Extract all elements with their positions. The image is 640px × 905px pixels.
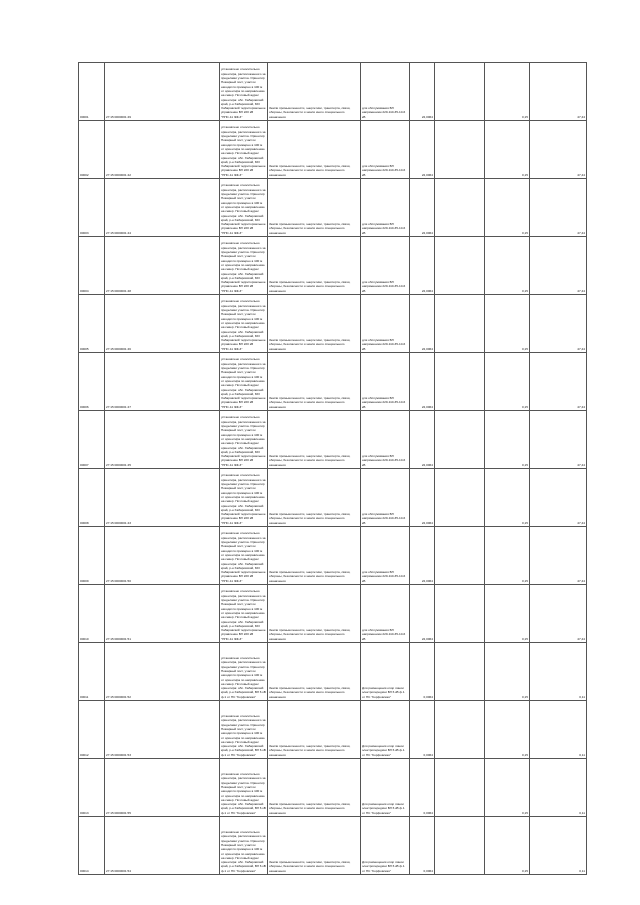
location-description-cell: установлено относительно ориентира, расположенного за пределами участка. Ориентир Пожарный пост, участок находится примерно в 100 м от ориентира по направлению на север. Почтовый адрес ориентира: обл. Хабаровский край, р-н Хабаровский, МО Хабаровский территориальное управление ВЛ 220 кВ "НПС-11 ЭФ-3" bbox=[220, 527, 268, 585]
area-cell: 22,0064 bbox=[410, 121, 435, 179]
cadastral-number-cell: 27:15:0000001:45 bbox=[105, 411, 220, 469]
tax-amount-cell: 47,44 bbox=[530, 179, 587, 237]
land-category-cell: Земли промышленности, энергетики, транспорта, связи, обороны, безопасности и земли иного специального назначения bbox=[268, 469, 361, 527]
cadastral-number-cell: 27:15:0000001:42 bbox=[105, 121, 220, 179]
cadastral-number-cell: 27:15:0000001:51 bbox=[105, 585, 220, 643]
location-description-cell: установлено относительно ориентира, расположенного за пределами участка. Ориентир Пожарный пост, участок находится примерно в 100 м от ориентира по направлению на север. Почтовый адрес ориентира: обл. Хабаровский край, р-н Хабаровский, МО Хабаровский территориальное управление ВЛ 220 кВ "НПС-11 ЭФ-3" bbox=[220, 121, 268, 179]
permitted-use-cell: для обслуживания ВЛ напряжением 220-110-35-10-6 кВ bbox=[361, 585, 410, 643]
permitted-use-cell: для обслуживания ВЛ напряжением 220-110-35-10-6 кВ bbox=[361, 63, 410, 121]
location-description-cell: установлено относительно ориентира, расположенного за пределами участка. Ориентир Пожарный пост, участок находится примерно в 100 м от ориентира по направлению на север. Почтовый адрес ориентира: обл. Хабаровский край, р-н Хабаровский, МО Хабаровский территориальное управление ВЛ 220 кВ "НПС-11 ЭФ-3" bbox=[220, 237, 268, 295]
empty-cell bbox=[435, 237, 485, 295]
area-cell: 0,0064 bbox=[410, 817, 435, 875]
tax-amount-cell: 47,44 bbox=[530, 411, 587, 469]
land-category-cell: Земли промышленности, энергетики, транспорта, связи, обороны, безопасности и земли иного специального назначения bbox=[268, 585, 361, 643]
area-cell: 0,0064 bbox=[410, 643, 435, 701]
land-category-cell: Земли промышленности, энергетики, транспорта, связи, обороны, безопасности и земли иного специального назначения bbox=[268, 295, 361, 353]
plot-id-cell: 00005 bbox=[79, 295, 105, 353]
location-description-cell: установлено относительно ориентира, расположенного за пределами участка. Ориентир Пожарный пост, участок находится примерно в 100 м от ориентира по направлению на север. Почтовый адрес ориентира: обл. Хабаровский край, р-н Хабаровский, ВЛ 6 кВ ф.1 от ПС "Корфовская" bbox=[220, 643, 268, 701]
land-category-cell: Земли промышленности, энергетики, транспорта, связи, обороны, безопасности и земли иного специального назначения bbox=[268, 121, 361, 179]
permitted-use-cell: Для размещения опор линии электропередачи ВЛ 6 кВ ф.1 от ПС "Корфовская" bbox=[361, 817, 410, 875]
plot-id-cell: 00011 bbox=[79, 643, 105, 701]
tax-rate-cell: 0,15 bbox=[485, 469, 530, 527]
table-row bbox=[79, 585, 587, 643]
location-description-cell: установлено относительно ориентира, расположенного за пределами участка. Ориентир Пожарный пост, участок находится примерно в 100 м от ориентира по направлению на север. Почтовый адрес ориентира: обл. Хабаровский край, р-н Хабаровский, МО Хабаровский территориальное управление ВЛ 220 кВ "НПС-11 ЭФ-3" bbox=[220, 353, 268, 411]
land-category-cell: Земли промышленности, энергетики, транспорта, связи, обороны, безопасности и земли иного специального назначения bbox=[268, 353, 361, 411]
plot-id-cell: 00008 bbox=[79, 469, 105, 527]
permitted-use-cell: для обслуживания ВЛ напряжением 220-110-35-10-6 кВ bbox=[361, 527, 410, 585]
land-category-cell: Земли промышленности, энергетики, транспорта, связи, обороны, безопасности и земли иного специального назначения bbox=[268, 237, 361, 295]
area-cell: 22,0064 bbox=[410, 527, 435, 585]
area-cell: 22,0064 bbox=[410, 295, 435, 353]
table-row bbox=[79, 63, 587, 121]
permitted-use-cell: для обслуживания ВЛ напряжением 220-110-35-10-6 кВ bbox=[361, 179, 410, 237]
table-row bbox=[79, 643, 587, 701]
empty-cell bbox=[435, 817, 485, 875]
cadastral-number-cell: 27:15:0000001:47 bbox=[105, 353, 220, 411]
permitted-use-cell: Для размещения опор линии электропередачи ВЛ 6 кВ ф.1 от ПС "Корфовская" bbox=[361, 701, 410, 759]
area-cell: 22,0064 bbox=[410, 63, 435, 121]
area-cell: 0,0064 bbox=[410, 701, 435, 759]
tax-amount-cell: 47,44 bbox=[530, 527, 587, 585]
location-description-cell: установлено относительно ориентира, расположенного за пределами участка. Ориентир Пожарный пост, участок находится примерно в 100 м от ориентира по направлению на север. Почтовый адрес ориентира: обл. Хабаровский край, р-н Хабаровский, МО Хабаровский территориальное управление ВЛ 220 кВ "НПС-11 ЭФ-3" bbox=[220, 585, 268, 643]
land-plots-table bbox=[78, 62, 587, 875]
land-category-cell: Земли промышленности, энергетики, транспорта, связи, обороны, безопасности и земли иного специального назначения bbox=[268, 179, 361, 237]
tax-amount-cell: 47,44 bbox=[530, 353, 587, 411]
area-cell: 22,0064 bbox=[410, 411, 435, 469]
table-row bbox=[79, 411, 587, 469]
tax-amount-cell: 0,11 bbox=[530, 759, 587, 817]
tax-amount-cell: 47,44 bbox=[530, 295, 587, 353]
location-description-cell: установлено относительно ориентира, расположенного за пределами участка. Ориентир Пожарный пост, участок находится примерно в 100 м от ориентира по направлению на север. Почтовый адрес ориентира: обл. Хабаровский край, р-н Хабаровский, МО Хабаровский территориальное управление ВЛ 220 кВ "НПС-11 ЭФ-3" bbox=[220, 469, 268, 527]
permitted-use-cell: Для размещения опор линии электропередачи ВЛ 6 кВ ф.1 от ПС "Корфовская" bbox=[361, 643, 410, 701]
cadastral-number-cell: 27:15:0000001:52 bbox=[105, 643, 220, 701]
tax-rate-cell: 0,15 bbox=[485, 237, 530, 295]
land-category-cell: Земли промышленности, энергетики, транспорта, связи, обороны, безопасности и земли иного специального назначения bbox=[268, 759, 361, 817]
location-description-cell: установлено относительно ориентира, расположенного за пределами участка. Ориентир Пожарный пост, участок находится примерно в 100 м от ориентира по направлению на север. Почтовый адрес ориентира: обл. Хабаровский край, р-н Хабаровский, МО Хабаровский территориальное управление ВЛ 220 кВ "НПС-11 ЭФ-3" bbox=[220, 411, 268, 469]
land-category-cell: Земли промышленности, энергетики, транспорта, связи, обороны, безопасности и земли иного специального назначения bbox=[268, 701, 361, 759]
tax-rate-cell: 0,15 bbox=[485, 411, 530, 469]
empty-cell bbox=[435, 411, 485, 469]
location-description-cell: установлено относительно ориентира, расположенного за пределами участка. Ориентир Пожарный пост, участок находится примерно в 100 м от ориентира по направлению на север. Почтовый адрес ориентира: обл. Хабаровский край, р-н Хабаровский, ВЛ 6 кВ ф.1 от ПС "Корфовская" bbox=[220, 759, 268, 817]
location-description-cell: установлено относительно ориентира, расположенного за пределами участка. Ориентир Пожарный пост, участок находится примерно в 100 м от ориентира по направлению на север. Почтовый адрес ориентира: обл. Хабаровский край, р-н Хабаровский, МО Хабаровский территориальное управление ВЛ 220 кВ "НПС-11 ЭФ-3" bbox=[220, 295, 268, 353]
tax-amount-cell: 0,11 bbox=[530, 701, 587, 759]
permitted-use-cell: для обслуживания ВЛ напряжением 220-110-35-10-6 кВ bbox=[361, 411, 410, 469]
empty-cell bbox=[435, 63, 485, 121]
plot-id-cell: 00003 bbox=[79, 179, 105, 237]
table-row bbox=[79, 759, 587, 817]
tax-rate-cell: 0,15 bbox=[485, 295, 530, 353]
tax-amount-cell: 47,44 bbox=[530, 585, 587, 643]
empty-cell bbox=[435, 759, 485, 817]
tax-rate-cell: 0,15 bbox=[485, 63, 530, 121]
table-row bbox=[79, 701, 587, 759]
location-description-cell: установлено относительно ориентира, расположенного за пределами участка. Ориентир Пожарный пост, участок находится примерно в 100 м от ориентира по направлению на север. Почтовый адрес ориентира: обл. Хабаровский край, р-н Хабаровский, ВЛ 6 кВ ф.1 от ПС "Корфовская" bbox=[220, 817, 268, 875]
tax-rate-cell: 0,15 bbox=[485, 701, 530, 759]
tax-rate-cell: 0,15 bbox=[485, 179, 530, 237]
area-cell: 0,0064 bbox=[410, 759, 435, 817]
tax-amount-cell: 0,11 bbox=[530, 817, 587, 875]
land-category-cell: Земли промышленности, энергетики, транспорта, связи, обороны, безопасности и земли иного специального назначения bbox=[268, 527, 361, 585]
area-cell: 22,0064 bbox=[410, 585, 435, 643]
permitted-use-cell: для обслуживания ВЛ напряжением 220-110-35-10-6 кВ bbox=[361, 295, 410, 353]
table-row bbox=[79, 527, 587, 585]
tax-rate-cell: 0,15 bbox=[485, 643, 530, 701]
empty-cell bbox=[435, 469, 485, 527]
empty-cell bbox=[435, 585, 485, 643]
plot-id-cell: 00002 bbox=[79, 121, 105, 179]
cadastral-number-cell: 27:15:0000001:53 bbox=[105, 701, 220, 759]
tax-rate-cell: 0,15 bbox=[485, 585, 530, 643]
table-row bbox=[79, 179, 587, 237]
cadastral-number-cell: 27:15:0000001:43 bbox=[105, 469, 220, 527]
tax-amount-cell: 47,44 bbox=[530, 469, 587, 527]
cadastral-number-cell: 27:15:0000001:46 bbox=[105, 295, 220, 353]
tax-rate-cell: 0,15 bbox=[485, 121, 530, 179]
land-category-cell: Земли промышленности, энергетики, транспорта, связи, обороны, безопасности и земли иного специального назначения bbox=[268, 643, 361, 701]
cadastral-number-cell: 27:15:0000001:48 bbox=[105, 237, 220, 295]
plot-id-cell: 00010 bbox=[79, 585, 105, 643]
tax-rate-cell: 0,15 bbox=[485, 759, 530, 817]
permitted-use-cell: для обслуживания ВЛ напряжением 220-110-35-10-6 кВ bbox=[361, 469, 410, 527]
location-description-cell: установлено относительно ориентира, расположенного за пределами участка. Ориентир Пожарный пост, участок находится примерно в 100 м от ориентира по направлению на север. Почтовый адрес ориентира: обл. Хабаровский край, р-н Хабаровский, МО Хабаровский территориальное управление ВЛ 220 кВ "НПС-11 ЭФ-3" bbox=[220, 63, 268, 121]
plot-id-cell: 00001 bbox=[79, 63, 105, 121]
cadastral-number-cell: 27:15:0000001:50 bbox=[105, 527, 220, 585]
empty-cell bbox=[435, 701, 485, 759]
empty-cell bbox=[435, 179, 485, 237]
area-cell: 22,0064 bbox=[410, 179, 435, 237]
area-cell: 22,0064 bbox=[410, 237, 435, 295]
plot-id-cell: 00006 bbox=[79, 353, 105, 411]
land-category-cell: Земли промышленности, энергетики, транспорта, связи, обороны, безопасности и земли иного специального назначения bbox=[268, 411, 361, 469]
cadastral-number-cell: 27:15:0000001:55 bbox=[105, 759, 220, 817]
plot-id-cell: 00009 bbox=[79, 527, 105, 585]
table-row bbox=[79, 469, 587, 527]
area-cell: 22,0064 bbox=[410, 353, 435, 411]
tax-amount-cell: 0,11 bbox=[530, 643, 587, 701]
tax-rate-cell: 0,15 bbox=[485, 527, 530, 585]
permitted-use-cell: для обслуживания ВЛ напряжением 220-110-35-10-6 кВ bbox=[361, 121, 410, 179]
cadastral-number-cell: 27:15:0000001:49 bbox=[105, 63, 220, 121]
empty-cell bbox=[435, 295, 485, 353]
permitted-use-cell: для обслуживания ВЛ напряжением 220-110-35-10-6 кВ bbox=[361, 353, 410, 411]
empty-cell bbox=[435, 353, 485, 411]
plot-id-cell: 00007 bbox=[79, 411, 105, 469]
cadastral-number-cell: 27:15:0000001:54 bbox=[105, 817, 220, 875]
area-cell: 22,0064 bbox=[410, 469, 435, 527]
table-row bbox=[79, 817, 587, 875]
table-row bbox=[79, 237, 587, 295]
location-description-cell: установлено относительно ориентира, расположенного за пределами участка. Ориентир Пожарный пост, участок находится примерно в 100 м от ориентира по направлению на север. Почтовый адрес ориентира: обл. Хабаровский край, р-н Хабаровский, ВЛ 6 кВ ф.1 от ПС "Корфовская" bbox=[220, 701, 268, 759]
plot-id-cell: 00013 bbox=[79, 759, 105, 817]
land-category-cell: Земли промышленности, энергетики, транспорта, связи, обороны, безопасности и земли иного специального назначения bbox=[268, 63, 361, 121]
tax-rate-cell: 0,15 bbox=[485, 353, 530, 411]
permitted-use-cell: Для размещения опор линии электропередачи ВЛ 6 кВ ф.1 от ПС "Корфовская" bbox=[361, 759, 410, 817]
table-row bbox=[79, 295, 587, 353]
tax-amount-cell: 47,44 bbox=[530, 121, 587, 179]
table-body bbox=[79, 63, 587, 875]
empty-cell bbox=[435, 527, 485, 585]
tax-rate-cell: 0,15 bbox=[485, 817, 530, 875]
table-row bbox=[79, 353, 587, 411]
location-description-cell: установлено относительно ориентира, расположенного за пределами участка. Ориентир Пожарный пост, участок находится примерно в 100 м от ориентира по направлению на север. Почтовый адрес ориентира: обл. Хабаровский край, р-н Хабаровский, МО Хабаровский территориальное управление ВЛ 220 кВ "НПС-11 ЭФ-3" bbox=[220, 179, 268, 237]
land-category-cell: Земли промышленности, энергетики, транспорта, связи, обороны, безопасности и земли иного специального назначения bbox=[268, 817, 361, 875]
tax-amount-cell: 47,44 bbox=[530, 63, 587, 121]
empty-cell bbox=[435, 643, 485, 701]
plot-id-cell: 00004 bbox=[79, 237, 105, 295]
plot-id-cell: 00014 bbox=[79, 817, 105, 875]
cadastral-number-cell: 27:15:0000001:44 bbox=[105, 179, 220, 237]
table-row bbox=[79, 121, 587, 179]
tax-amount-cell: 47,44 bbox=[530, 237, 587, 295]
empty-cell bbox=[435, 121, 485, 179]
plot-id-cell: 00012 bbox=[79, 701, 105, 759]
permitted-use-cell: для обслуживания ВЛ напряжением 220-110-35-10-6 кВ bbox=[361, 237, 410, 295]
